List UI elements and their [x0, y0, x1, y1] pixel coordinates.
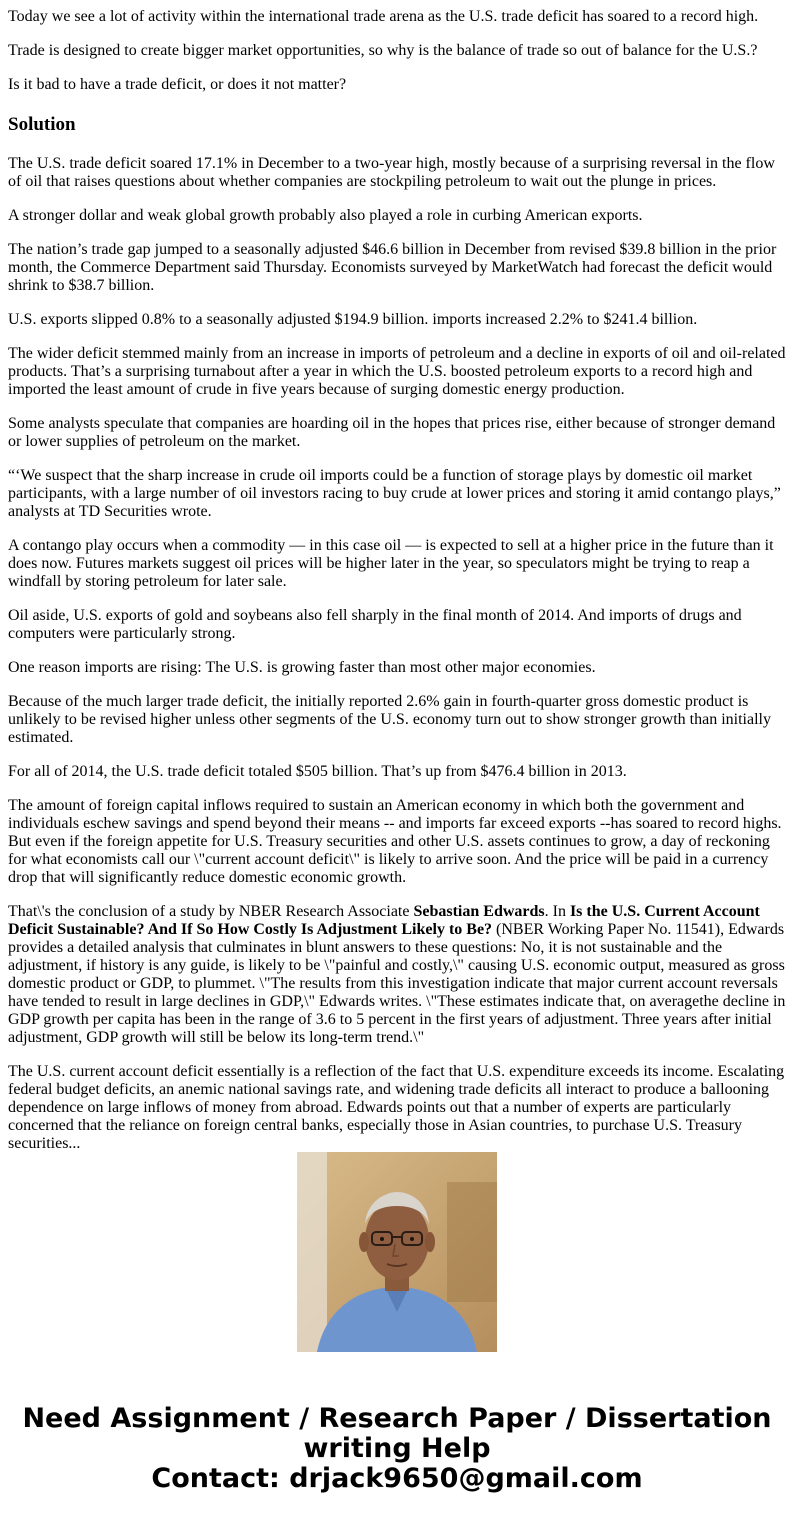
- solution-paragraph: A stronger dollar and weak global growth probably also played a role in curbing American exports.: [8, 207, 643, 224]
- nber-text: (NBER Working Paper No. 11541), Edwards provides a detailed analysis that culminates in blunt answers to these questions: No, it is not sustainable and the adjustment, if history is any guide, is likely to be \"painful and costly,\" causing U.S. economic output, measured as gross domestic product or GDP, to plummet. \"The results from this investigation indicate that major current account reversals have tended to result in large declines in GDP,\" Edwards writes. \"These estimates indicate that, on averagethe decline in GDP growth per capita has been in the range of 3.6 to 5 percent in the first years of adjustment. Three years after initial adjustment, GDP growth will still be below its long-term trend.\": [8, 921, 786, 1046]
- solution-paragraph: For all of 2014, the U.S. trade deficit totaled $505 billion. That’s up from $476.4 billion in 2013.: [8, 763, 627, 780]
- solution-heading: Solution: [8, 114, 76, 135]
- nber-paragraph: [8, 903, 788, 1047]
- solution-paragraph: The amount of foreign capital inflows required to sustain an American economy in which both the government and individuals eschew savings and spend beyond their means -- and imports far exceed exports --has soared to record highs. But even if the foreign appetite for U.S. Treasury securities and other U.S. assets continues to grow, a day of reckoning for what economists call our \"current account deficit\" is likely to arrive soon. And the price will be paid in a currency drop that will significantly reduce domestic economic growth.: [8, 797, 782, 886]
- promo-banner: [0, 1404, 794, 1494]
- question-paragraph: Today we see a lot of activity within the international trade arena as the U.S. trade deficit has soared to a record high.: [8, 8, 759, 25]
- solution-paragraph: Some analysts speculate that companies are hoarding oil in the hopes that prices rise, either because of stronger demand or lower supplies of petroleum on the market.: [8, 415, 776, 450]
- question-paragraph: Is it bad to have a trade deficit, or does it not matter?: [8, 76, 347, 93]
- solution-paragraph: The U.S. trade deficit soared 17.1% in December to a two-year high, mostly because of a surprising reversal in the flow of oil that raises questions about whether companies are stockpiling petroleum to wait out the plunge in prices.: [8, 155, 775, 190]
- promo-headline: Need Assignment / Research Paper / Dissertation writing Help: [22, 1403, 772, 1464]
- promo-contact[interactable]: Contact: drjack9650@gmail.com: [151, 1463, 643, 1494]
- solution-paragraph: One reason imports are rising: The U.S. is growing faster than most other major economies.: [8, 659, 596, 676]
- expert-avatar: [297, 1152, 497, 1352]
- nber-text: . In: [544, 903, 570, 920]
- solution-paragraph-last: The U.S. current account deficit essentially is a reflection of the fact that U.S. expenditure exceeds its income. Escalating federal budget deficits, an anemic national savings rate, and widening trade deficits all interact to produce a ballooning dependence on large inflows of money from abroad. Edwards points out that a number of experts are particularly concerned that the reliance on foreign central banks, especially those in Asian countries, to purchase U.S. Treasury securities...: [8, 1063, 785, 1152]
- author-name: Sebastian Edwards: [413, 903, 545, 920]
- solution-paragraph: Oil aside, U.S. exports of gold and soybeans also fell sharply in the final month of 2014. And imports of drugs and computers were particularly strong.: [8, 607, 742, 642]
- solution-paragraph: The nation’s trade gap jumped to a seasonally adjusted $46.6 billion in December from revised $39.8 billion in the prior month, the Commerce Department said Thursday. Economists surveyed by MarketWatch had forecast the deficit would shrink to $38.7 billion.: [8, 241, 777, 294]
- article-content: [8, 0, 788, 1152]
- solution-paragraph: The wider deficit stemmed mainly from an increase in imports of petroleum and a decline in exports of oil and oil-related products. That’s a surprising turnabout after a year in which the U.S. boosted petroleum exports to a record high and imported the least amount of crude in five years because of surging domestic energy production.: [8, 345, 786, 398]
- solution-paragraph: Because of the much larger trade deficit, the initially reported 2.6% gain in fourth-quarter gross domestic product is unlikely to be revised higher unless other segments of the U.S. economy turn out to show stronger growth than initially estimated.: [8, 693, 771, 746]
- expert-photo: [297, 1152, 497, 1352]
- solution-paragraph: “‘We suspect that the sharp increase in crude oil imports could be a function of storage plays by domestic oil market participants, with a large number of oil investors racing to buy crude at lower prices and storing it amid contango plays,” analysts at TD Securities wrote.: [8, 467, 781, 520]
- solution-paragraph: U.S. exports slipped 0.8% to a seasonally adjusted $194.9 billion. imports increased 2.2% to $241.4 billion.: [8, 311, 698, 328]
- question-paragraph: Trade is designed to create bigger market opportunities, so why is the balance of trade so out of balance for the U.S.?: [8, 42, 758, 59]
- paper-title: Is the U.S. Current Account Deficit Sustainable? And If So How Costly Is Adjustment Likely to Be?: [8, 903, 760, 938]
- solution-paragraph: A contango play occurs when a commodity — in this case oil — is expected to sell at a higher price in the future than it does now. Futures markets suggest oil prices will be higher later in the year, so speculators might be trying to reap a windfall by storing petroleum for later sale.: [8, 537, 774, 590]
- nber-text: That\'s the conclusion of a study by NBER Research Associate: [8, 903, 414, 920]
